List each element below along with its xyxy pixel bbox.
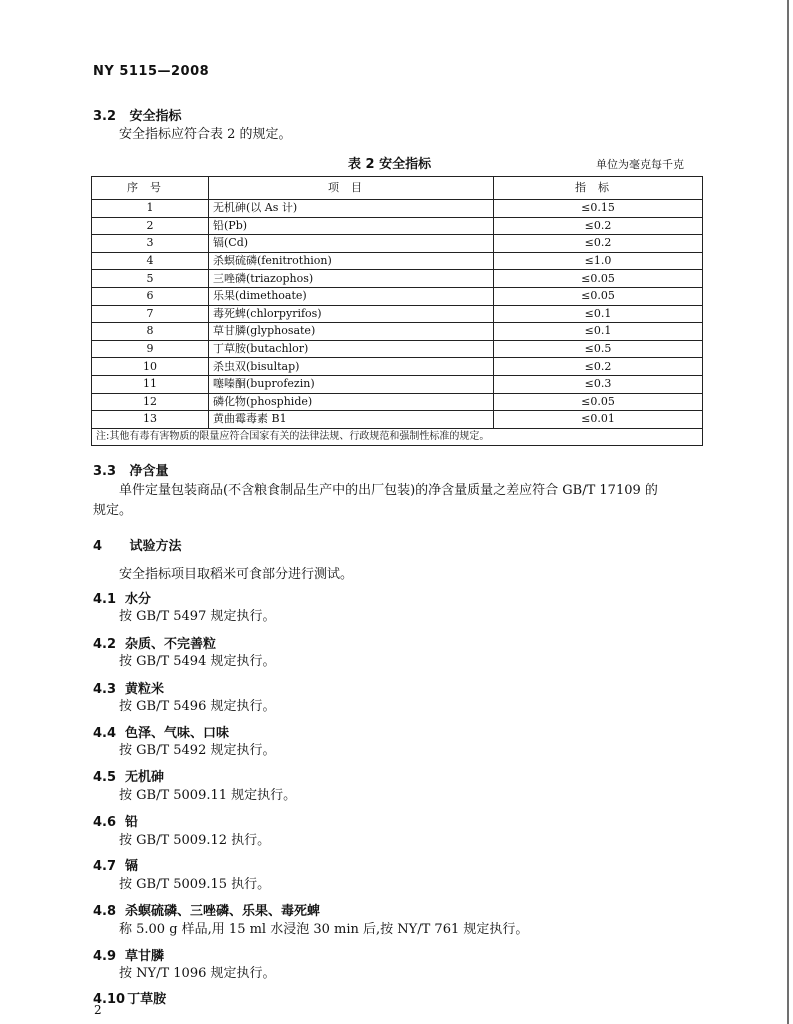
section-number: 3.3: [93, 464, 117, 479]
row-no: 10: [92, 358, 209, 376]
section-title: 无机砷: [125, 770, 165, 785]
section-3-3-text-line1: 单件定量包装商品(不含粮食制品生产中的出厂包装)的净含量质量之差应符合 GB/T 17109 的: [119, 483, 658, 498]
table-row: [92, 217, 703, 235]
section-title: 试验方法: [129, 539, 182, 554]
section-4-text: 安全指标项目取稻米可食部分进行测试。: [119, 567, 354, 582]
section-number: 4: [93, 539, 103, 554]
table-row: [92, 411, 703, 429]
row-item: 毒死蜱(chlorpyrifos): [209, 305, 494, 323]
row-item: 铅(Pb): [209, 217, 494, 235]
row-item: 丁草胺(butachlor): [209, 340, 494, 358]
row-no: 2: [92, 217, 209, 235]
section-3-2-heading: [93, 105, 182, 124]
section-number: 4.9: [93, 949, 117, 964]
section-number: 4.8: [93, 904, 117, 919]
row-item: 杀虫双(bisultap): [209, 358, 494, 376]
table-caption: 表 2 安全指标: [348, 157, 432, 172]
section-3-3-heading: [93, 460, 169, 479]
row-limit: ≤1.0: [494, 252, 703, 270]
row-limit: ≤0.2: [494, 217, 703, 235]
row-limit: ≤0.1: [494, 323, 703, 341]
section-title: 杀螟硫磷、三唑磷、乐果、毒死蜱: [125, 904, 321, 919]
table-row: [92, 200, 703, 218]
row-no: 8: [92, 323, 209, 341]
row-no: 12: [92, 393, 209, 411]
section-title: 净含量: [129, 464, 169, 479]
row-limit: ≤0.2: [494, 235, 703, 253]
subsection-text: 称 5.00 g 样品,用 15 ml 水浸泡 30 min 后,按 NY/T 761 规定执行。: [119, 922, 529, 937]
row-item: 噻嗪酮(buprofezin): [209, 375, 494, 393]
section-title: 丁草胺: [127, 992, 167, 1007]
scan-edge-line: [787, 0, 789, 1024]
row-item: 杀螟硫磷(fenitrothion): [209, 252, 494, 270]
section-title: 铅: [125, 815, 139, 830]
section-4-heading: [93, 535, 182, 554]
subsection-text: 按 GB/T 5009.15 执行。: [119, 877, 271, 892]
subsection-heading: [93, 633, 216, 652]
subsection-heading: [93, 722, 229, 741]
section-title: 水分: [125, 592, 152, 607]
table-note-row: [92, 428, 703, 445]
row-item: 三唑磷(triazophos): [209, 270, 494, 288]
subsection-heading: [93, 811, 138, 830]
section-3-2-text: 安全指标应符合表 2 的规定。: [119, 127, 292, 142]
table-row: [92, 358, 703, 376]
section-number: 4.4: [93, 726, 117, 741]
subsection-heading: [93, 766, 164, 785]
section-number: 4.5: [93, 770, 117, 785]
subsection-heading: [93, 588, 151, 607]
table-header-row: [92, 177, 703, 200]
subsection-heading: [93, 678, 164, 697]
section-number: 4.3: [93, 682, 117, 697]
row-no: 11: [92, 375, 209, 393]
row-item: 草甘膦(glyphosate): [209, 323, 494, 341]
section-number: 4.7: [93, 859, 117, 874]
table-row: [92, 340, 703, 358]
section-number: 4.1: [93, 592, 117, 607]
table-row: [92, 393, 703, 411]
table-note: 注:其他有毒有害物质的限量应符合国家有关的法律法规、行政规范和强制性标准的规定。: [92, 428, 703, 445]
header-limit: 指标: [494, 177, 703, 200]
row-limit: ≤0.05: [494, 270, 703, 288]
subsection-text: 按 GB/T 5496 规定执行。: [119, 699, 276, 714]
subsection-text: 按 GB/T 5492 规定执行。: [119, 743, 276, 758]
row-limit: ≤0.5: [494, 340, 703, 358]
subsection-text: 按 GB/T 5009.11 规定执行。: [119, 788, 297, 803]
header-item: 项目: [209, 177, 494, 200]
row-no: 13: [92, 411, 209, 429]
section-title: 黄粒米: [125, 682, 165, 697]
row-item: 磷化物(phosphide): [209, 393, 494, 411]
row-item: 乐果(dimethoate): [209, 287, 494, 305]
section-number: 4.10: [93, 992, 126, 1007]
table-unit: 单位为毫克每千克: [596, 158, 684, 171]
table-row: [92, 235, 703, 253]
row-limit: ≤0.05: [494, 393, 703, 411]
table-row: [92, 287, 703, 305]
row-no: 3: [92, 235, 209, 253]
row-no: 6: [92, 287, 209, 305]
row-limit: ≤0.3: [494, 375, 703, 393]
standard-code: NY 5115—2008: [93, 64, 210, 79]
row-no: 7: [92, 305, 209, 323]
table-row: [92, 270, 703, 288]
row-item: 无机砷(以 As 计): [209, 200, 494, 218]
section-title: 镉: [125, 859, 139, 874]
section-number: 4.6: [93, 815, 117, 830]
table-row: [92, 252, 703, 270]
section-title: 草甘膦: [125, 949, 165, 964]
page-number: 2: [94, 1003, 102, 1017]
subsection-text: 按 GB/T 5009.12 执行。: [119, 833, 271, 848]
subsection-heading: [93, 900, 320, 919]
section-number: 4.2: [93, 637, 117, 652]
row-limit: ≤0.15: [494, 200, 703, 218]
row-item: 镉(Cd): [209, 235, 494, 253]
header-no: 序号: [92, 177, 209, 200]
table-row: [92, 375, 703, 393]
section-title: 安全指标: [129, 109, 182, 124]
subsection-heading: [93, 988, 166, 1007]
section-3-3-text-line2: 规定。: [93, 503, 133, 518]
table-row: [92, 305, 703, 323]
row-limit: ≤0.2: [494, 358, 703, 376]
row-limit: ≤0.1: [494, 305, 703, 323]
subsection-text: 按 GB/T 5494 规定执行。: [119, 654, 276, 669]
subsection-text: 按 GB/T 5497 规定执行。: [119, 609, 276, 624]
row-no: 5: [92, 270, 209, 288]
table-row: [92, 323, 703, 341]
subsection-heading: [93, 855, 138, 874]
row-no: 9: [92, 340, 209, 358]
row-no: 1: [92, 200, 209, 218]
row-limit: ≤0.01: [494, 411, 703, 429]
section-title: 杂质、不完善粒: [125, 637, 217, 652]
row-item: 黄曲霉毒素 B1: [209, 411, 494, 429]
section-title: 色泽、气味、口味: [125, 726, 230, 741]
safety-indicators-table: [91, 176, 703, 446]
row-no: 4: [92, 252, 209, 270]
section-number: 3.2: [93, 109, 117, 124]
subsection-heading: [93, 945, 164, 964]
subsection-text: 按 NY/T 1096 规定执行。: [119, 966, 276, 981]
row-limit: ≤0.05: [494, 287, 703, 305]
